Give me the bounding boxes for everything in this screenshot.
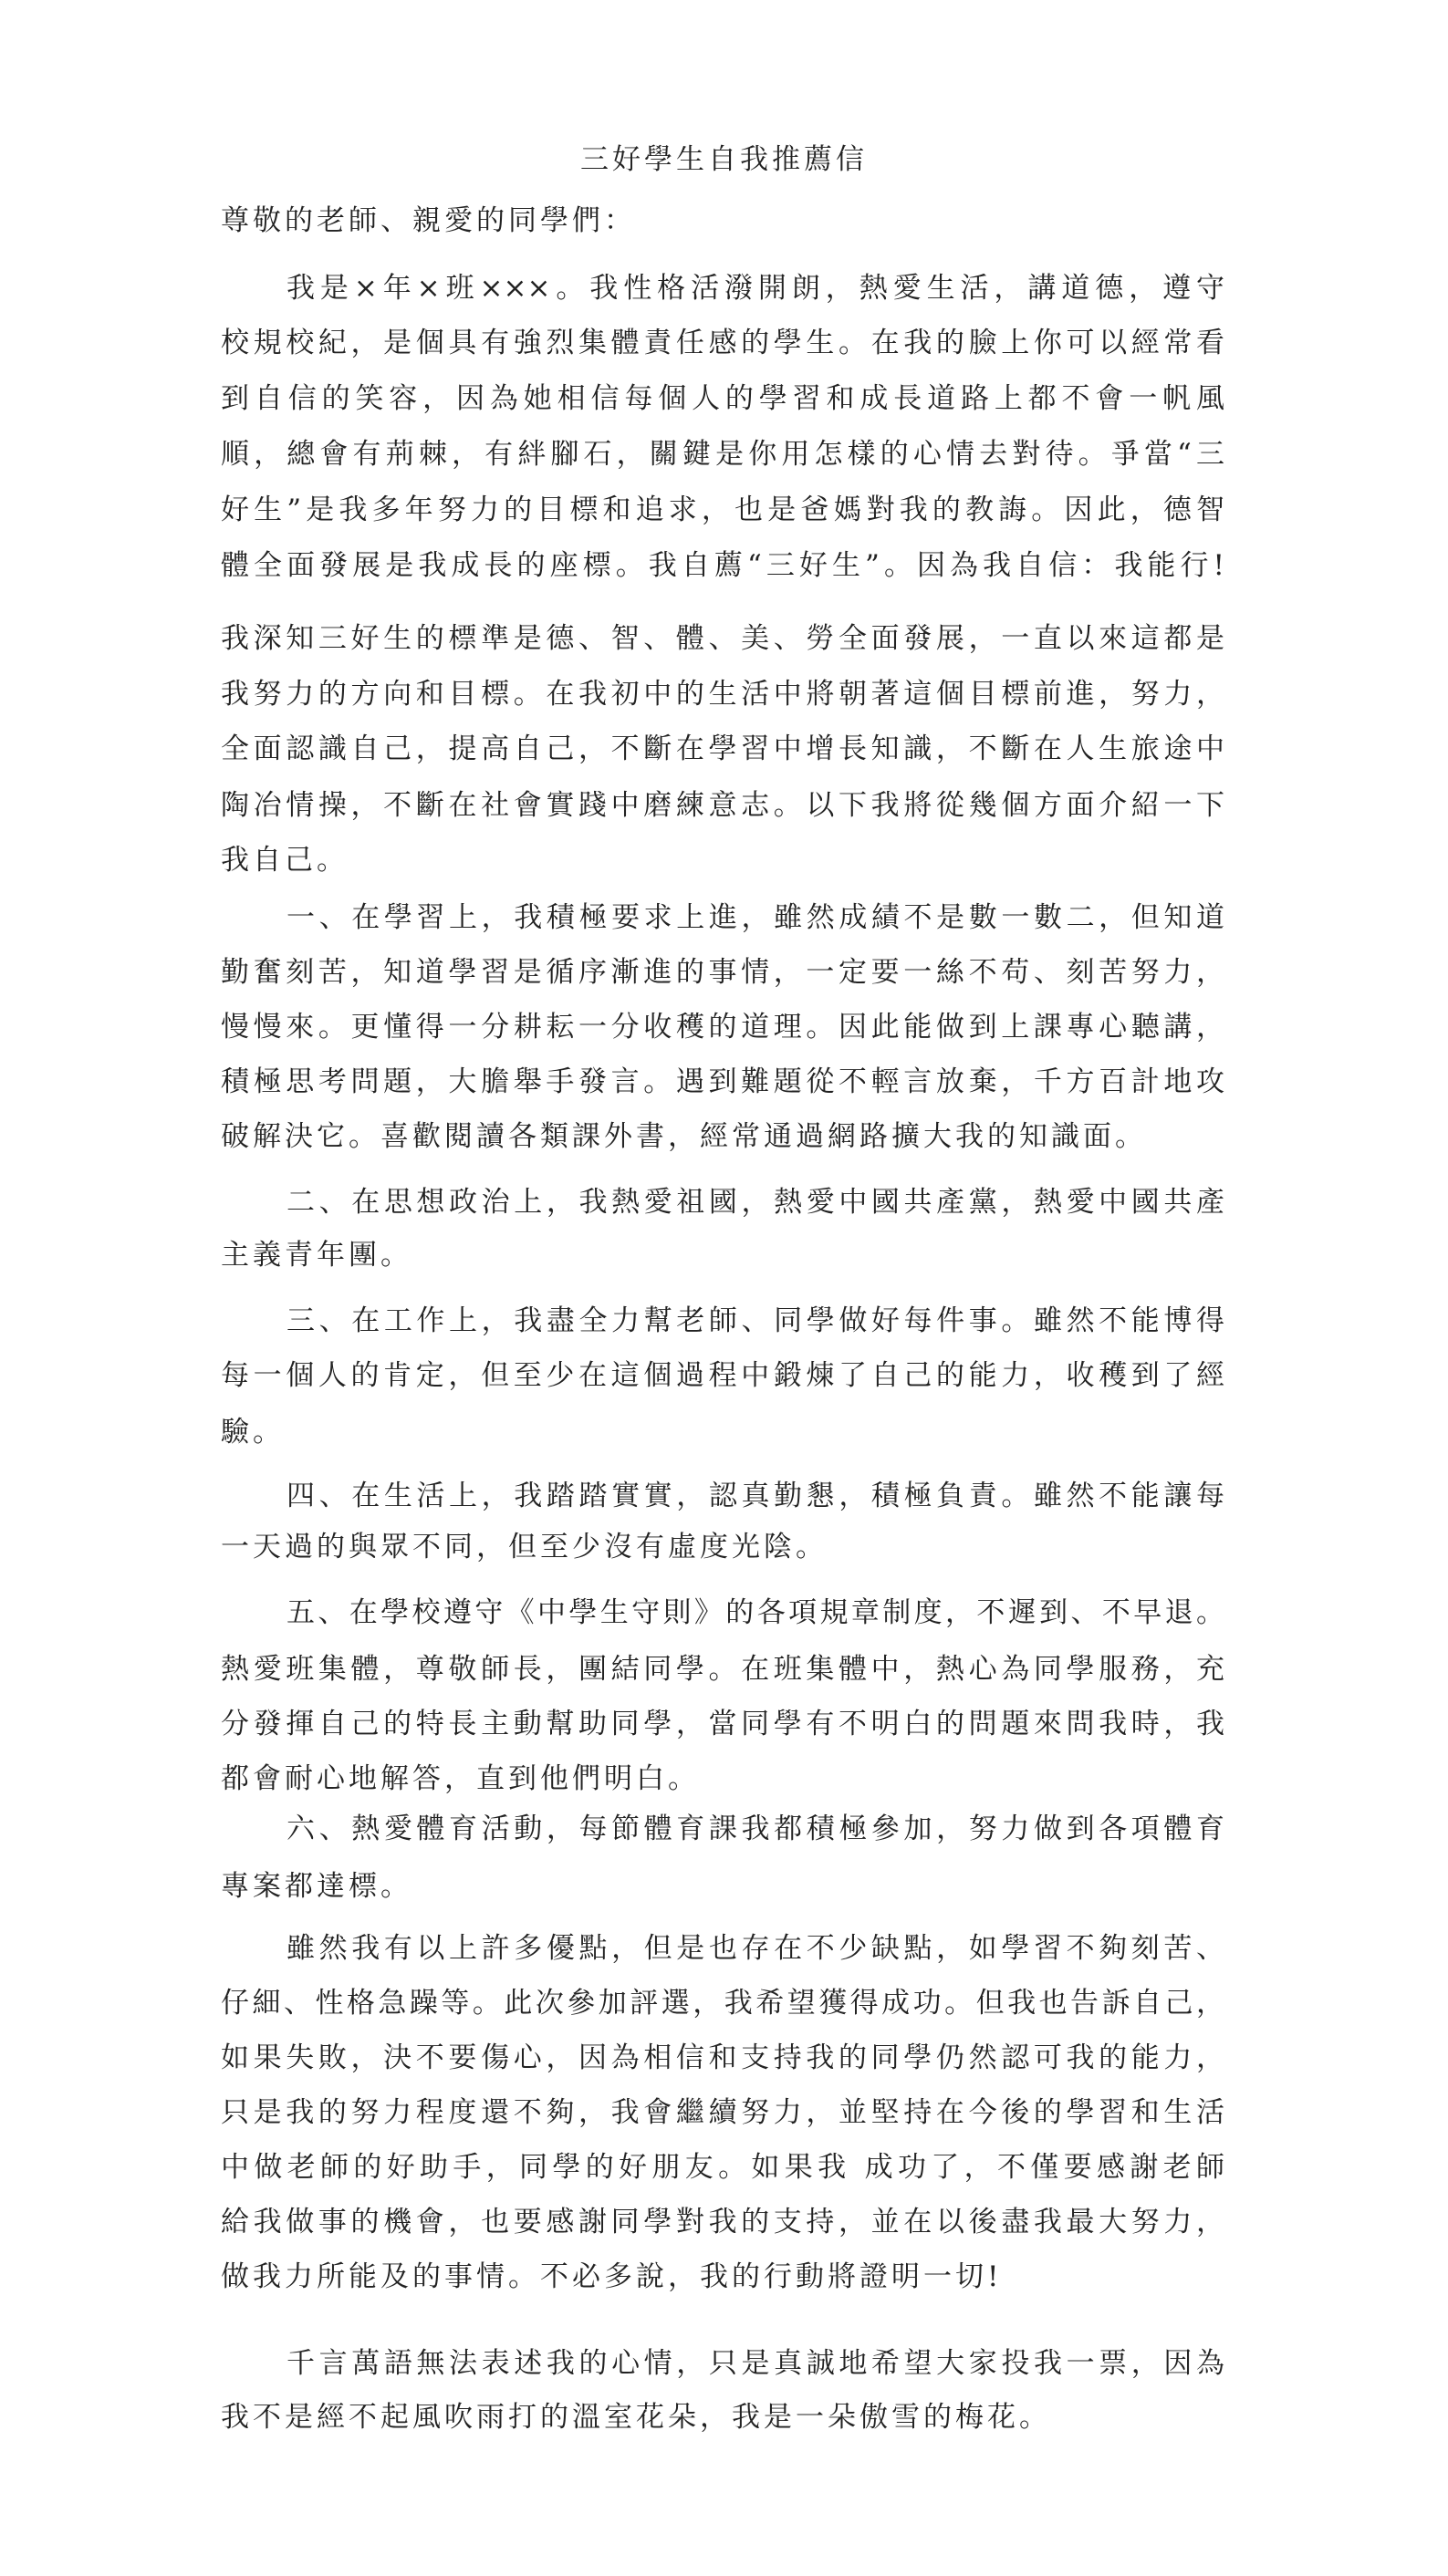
paragraph-line: 破解決它。喜歡閱讀各類課外書，經常通過網路擴大我的知識面。 <box>221 1120 1147 1153</box>
paragraph-line: 好生”是我多年努力的目標和追求，也是爸媽對我的教誨。因此，德智 <box>221 493 1224 526</box>
greeting: 尊敬的老師、親愛的同學們： <box>221 204 636 237</box>
paragraph-line: 我是×年×班×××。我性格活潑開朗，熱愛生活，講道德，遵守 <box>286 272 1224 305</box>
paragraph-line: 都會耐心地解答，直到他們明白。 <box>221 1762 700 1795</box>
paragraph-line: 我努力的方向和目標。在我初中的生活中將朝著這個目標前進，努力， <box>221 678 1224 711</box>
paragraph-line: 積極思考問題，大膽舉手發言。遇到難題從不輕言放棄，千方百計地攻 <box>221 1065 1224 1098</box>
paragraph-line: 我不是經不起風吹雨打的溫室花朵，我是一朵傲雪的梅花。 <box>221 2401 1051 2434</box>
paragraph-line: 到自信的笑容，因為她相信每個人的學習和成長道路上都不會一帆風 <box>221 382 1224 415</box>
paragraph-line: 慢慢來。更懂得一分耕耘一分收穫的道理。因此能做到上課專心聽講， <box>221 1011 1224 1044</box>
paragraph-line: 二、在思想政治上，我熱愛祖國，熱愛中國共產黨，熱愛中國共產 <box>286 1186 1224 1219</box>
paragraph-line: 雖然我有以上許多優點，但是也存在不少缺點，如學習不夠刻苦、 <box>286 1932 1224 1965</box>
paragraph-line: 分發揮自己的特長主動幫助同學，當同學有不明白的問題來問我時，我 <box>221 1708 1224 1740</box>
paragraph-line: 我自己。 <box>221 844 349 877</box>
paragraph-line: 勤奮刻苦，知道學習是循序漸進的事情，一定要一絲不苟、刻苦努力， <box>221 956 1224 989</box>
paragraph-line: 我深知三好生的標準是德、智、體、美、勞全面發展，一直以來這都是 <box>221 622 1224 655</box>
paragraph-line: 一天過的與眾不同，但至少沒有虛度光陰。 <box>221 1531 828 1563</box>
paragraph-line: 給我做事的機會，也要感謝同學對我的支持，並在以後盡我最大努力， <box>221 2206 1224 2238</box>
paragraph-line: 仔細、性格急躁等。此次參加評選，我希望獲得成功。但我也告訴自己， <box>221 1987 1224 2020</box>
paragraph-line: 專案都達標。 <box>221 1870 412 1903</box>
paragraph-line: 順，總會有荊棘，有絆腳石，關鍵是你用怎樣的心情去對待。爭當“三 <box>221 438 1224 471</box>
paragraph-line: 一、在學習上，我積極要求上進，雖然成績不是數一數二，但知道 <box>286 901 1224 934</box>
paragraph-line: 如果失敗，決不要傷心，因為相信和支持我的同學仍然認可我的能力， <box>221 2041 1224 2074</box>
paragraph-line: 每一個人的肯定，但至少在這個過程中鍛煉了自己的能力，收穫到了經 <box>221 1359 1224 1392</box>
paragraph-line: 四、在生活上，我踏踏實實，認真勤懇，積極負責。雖然不能讓每 <box>286 1480 1224 1512</box>
paragraph-line: 全面認識自己，提高自己，不斷在學習中增長知識，不斷在人生旅途中 <box>221 732 1224 765</box>
paragraph-line: 三、在工作上，我盡全力幫老師、同學做好每件事。雖然不能博得 <box>286 1304 1224 1337</box>
paragraph-line: 體全面發展是我成長的座標。我自薦“三好生”。因為我自信：我能行! <box>221 549 1224 582</box>
paragraph-line: 只是我的努力程度還不夠，我會繼續努力，並堅持在今後的學習和生活 <box>221 2096 1224 2129</box>
paragraph-line: 千言萬語無法表述我的心情，只是真誠地希望大家投我一票，因為 <box>286 2347 1224 2380</box>
document-title: 三好學生自我推薦信 <box>580 143 868 176</box>
paragraph-line: 六、熱愛體育活動，每節體育課我都積極參加，努力做到各項體育 <box>286 1813 1224 1845</box>
paragraph-line: 主義青年團。 <box>221 1239 412 1272</box>
paragraph-line: 驗。 <box>221 1416 285 1449</box>
paragraph-line: 做我力所能及的事情。不必多說，我的行動將證明一切! <box>221 2260 1003 2293</box>
paragraph-line: 中做老師的好助手，同學的好朋友。如果我 成功了，不僅要感謝老師 <box>221 2151 1224 2184</box>
paragraph-line: 校規校紀，是個具有強烈集體責任感的學生。在我的臉上你可以經常看 <box>221 327 1224 359</box>
paragraph-line: 熱愛班集體，尊敬師長，團結同學。在班集體中，熱心為同學服務，充 <box>221 1653 1224 1686</box>
paragraph-line: 五、在學校遵守《中學生守則》的各項規章制度，不遲到、不早退。 <box>286 1596 1224 1629</box>
paragraph-line: 陶冶情操，不斷在社會實踐中磨練意志。以下我將從幾個方面介紹一下 <box>221 789 1224 822</box>
